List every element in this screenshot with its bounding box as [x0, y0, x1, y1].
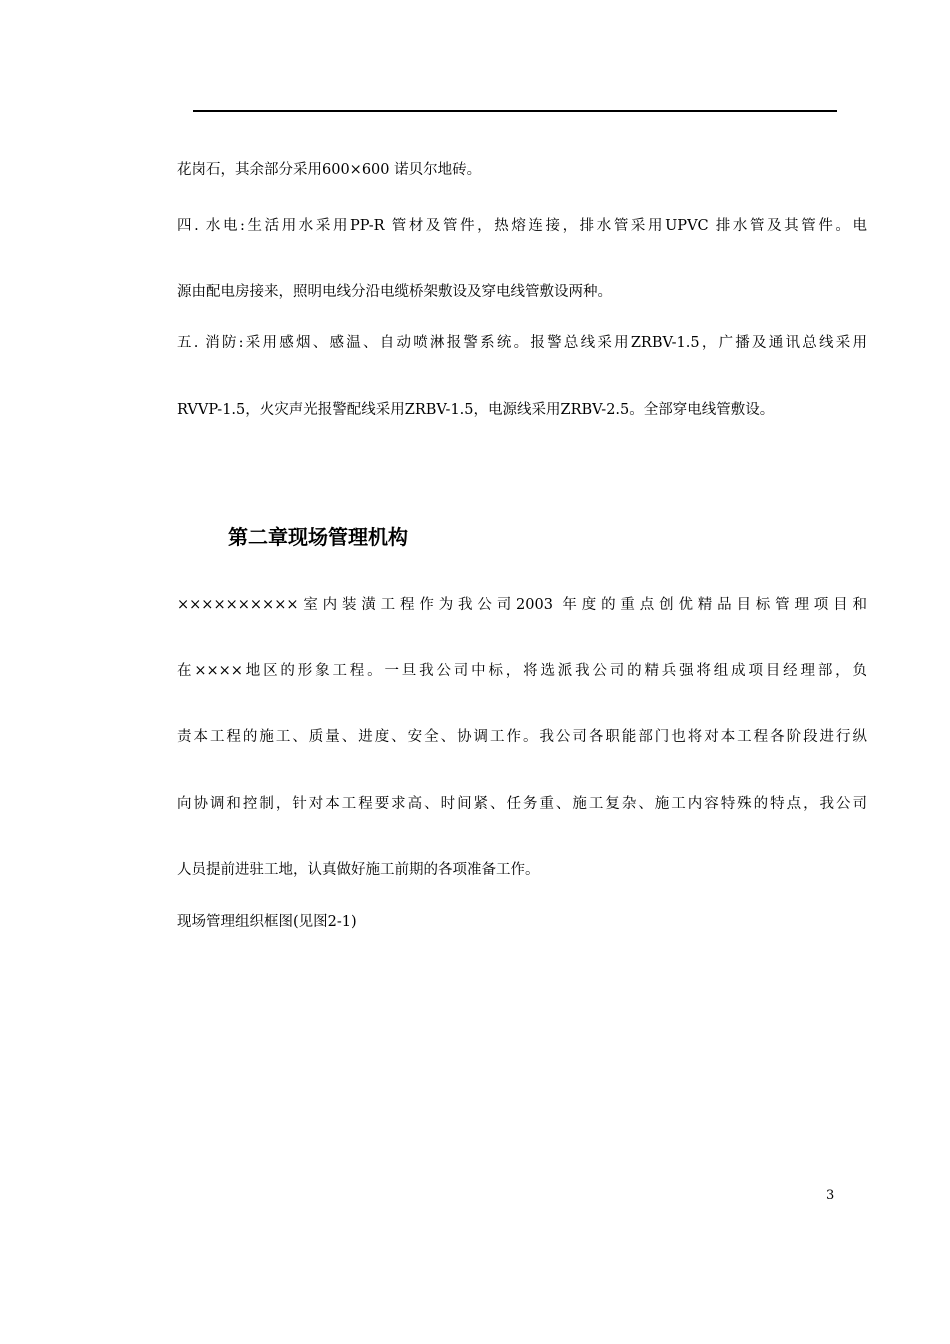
chapter-heading: 第二章现场管理机构 — [228, 525, 408, 549]
body-line-4: 五. 消防:采用感烟、感温、自动喷淋报警系统。报警总线采用ZRBV-1.5，广播及通讯总线采用 — [177, 335, 867, 351]
page-number: 3 — [826, 1188, 835, 1203]
chapter-line-5: 人员提前进驻工地，认真做好施工前期的各项准备工作。 — [177, 862, 540, 878]
chapter-line-4: 向协调和控制，针对本工程要求高、时间紧、任务重、施工复杂、施工内容特殊的特点，我公司 — [177, 796, 867, 812]
body-line-1: 花岗石，其余部分采用600×600 诺贝尔地砖。 — [177, 162, 482, 178]
chapter-line-2: 在××××地区的形象工程。一旦我公司中标，将选派我公司的精兵强将组成项目经理部，负 — [177, 663, 867, 679]
chapter-line-3: 责本工程的施工、质量、进度、安全、协调工作。我公司各职能部门也将对本工程各阶段进行纵 — [177, 729, 867, 745]
body-line-3: 源由配电房接来，照明电线分沿电缆桥架敷设及穿电线管敷设两种。 — [177, 284, 612, 300]
header-rule — [193, 110, 837, 112]
chapter-line-1: ××××××××××室内装潢工程作为我公司2003 年度的重点创优精品目标管理项目和 — [177, 597, 867, 613]
body-line-5: RVVP-1.5，火灾声光报警配线采用ZRBV-1.5，电源线采用ZRBV-2.5。全部穿电线管敷设。 — [177, 402, 775, 418]
body-line-2: 四. 水电:生活用水采用PP-R 管材及管件，热熔连接，排水管采用UPVC 排水管及其管件。电 — [177, 218, 867, 234]
figure-caption: 现场管理组织框图(见图2-1) — [177, 914, 357, 930]
